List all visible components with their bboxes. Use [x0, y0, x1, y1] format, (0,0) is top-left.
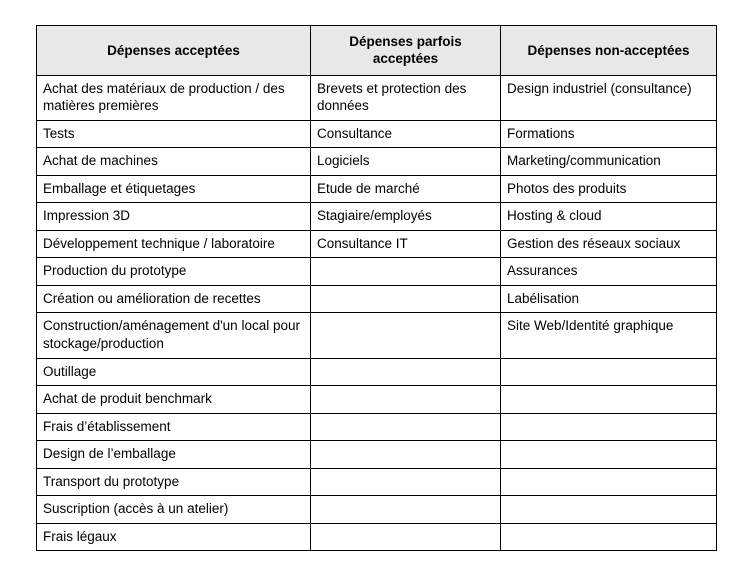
cell-sometimes-accepted	[311, 258, 501, 286]
cell-sometimes-accepted	[311, 386, 501, 414]
table-row	[37, 413, 717, 441]
table-row	[37, 468, 717, 496]
cell-accepted: Emballage et étiquetages	[37, 175, 311, 203]
expenses-table-container	[36, 25, 716, 551]
cell-accepted: Construction/aménagement d'un local pour stockage/production	[37, 313, 311, 358]
cell-sometimes-accepted	[311, 313, 501, 358]
column-header-accepted: Dépenses acceptées	[37, 26, 311, 76]
cell-accepted: Frais légaux	[37, 523, 311, 551]
table-header	[37, 26, 717, 76]
expenses-table	[36, 25, 717, 551]
cell-not-accepted: Gestion des réseaux sociaux	[501, 230, 717, 258]
cell-accepted: Frais d’établissement	[37, 413, 311, 441]
cell-accepted: Tests	[37, 120, 311, 148]
cell-sometimes-accepted: Stagiaire/employés	[311, 203, 501, 231]
cell-sometimes-accepted	[311, 285, 501, 313]
cell-accepted: Création ou amélioration de recettes	[37, 285, 311, 313]
table-row	[37, 358, 717, 386]
table-row	[37, 230, 717, 258]
table-row	[37, 313, 717, 358]
cell-accepted: Transport du prototype	[37, 468, 311, 496]
cell-accepted: Achat des matériaux de production / des matières premières	[37, 75, 311, 120]
cell-sometimes-accepted: Consultance IT	[311, 230, 501, 258]
table-row	[37, 203, 717, 231]
cell-sometimes-accepted: Brevets et protection des données	[311, 75, 501, 120]
table-header-row	[37, 26, 717, 76]
table-row	[37, 386, 717, 414]
cell-sometimes-accepted	[311, 496, 501, 524]
cell-accepted: Outillage	[37, 358, 311, 386]
cell-accepted: Design de l’emballage	[37, 441, 311, 469]
cell-not-accepted	[501, 523, 717, 551]
cell-sometimes-accepted	[311, 441, 501, 469]
cell-not-accepted: Site Web/Identité graphique	[501, 313, 717, 358]
cell-not-accepted	[501, 386, 717, 414]
cell-sometimes-accepted: Logiciels	[311, 148, 501, 176]
table-row	[37, 285, 717, 313]
table-row	[37, 496, 717, 524]
cell-sometimes-accepted	[311, 523, 501, 551]
table-body	[37, 75, 717, 551]
table-row	[37, 523, 717, 551]
table-row	[37, 120, 717, 148]
table-row	[37, 175, 717, 203]
cell-not-accepted	[501, 358, 717, 386]
cell-accepted: Impression 3D	[37, 203, 311, 231]
cell-not-accepted: Assurances	[501, 258, 717, 286]
cell-not-accepted	[501, 468, 717, 496]
cell-not-accepted: Labélisation	[501, 285, 717, 313]
table-row	[37, 75, 717, 120]
cell-accepted: Achat de machines	[37, 148, 311, 176]
cell-accepted: Production du prototype	[37, 258, 311, 286]
cell-accepted: Suscription (accès à un atelier)	[37, 496, 311, 524]
cell-not-accepted	[501, 496, 717, 524]
cell-accepted: Développement technique / laboratoire	[37, 230, 311, 258]
cell-not-accepted: Hosting & cloud	[501, 203, 717, 231]
cell-not-accepted: Design industriel (consultance)	[501, 75, 717, 120]
cell-not-accepted: Photos des produits	[501, 175, 717, 203]
table-row	[37, 148, 717, 176]
cell-not-accepted	[501, 413, 717, 441]
column-header-not-accepted: Dépenses non-acceptées	[501, 26, 717, 76]
cell-not-accepted: Formations	[501, 120, 717, 148]
table-row	[37, 441, 717, 469]
cell-sometimes-accepted	[311, 413, 501, 441]
cell-not-accepted: Marketing/communication	[501, 148, 717, 176]
column-header-sometimes-accepted: Dépenses parfois acceptées	[311, 26, 501, 76]
cell-sometimes-accepted: Etude de marché	[311, 175, 501, 203]
table-row	[37, 258, 717, 286]
cell-accepted: Achat de produit benchmark	[37, 386, 311, 414]
cell-sometimes-accepted	[311, 358, 501, 386]
cell-sometimes-accepted	[311, 468, 501, 496]
cell-sometimes-accepted: Consultance	[311, 120, 501, 148]
cell-not-accepted	[501, 441, 717, 469]
